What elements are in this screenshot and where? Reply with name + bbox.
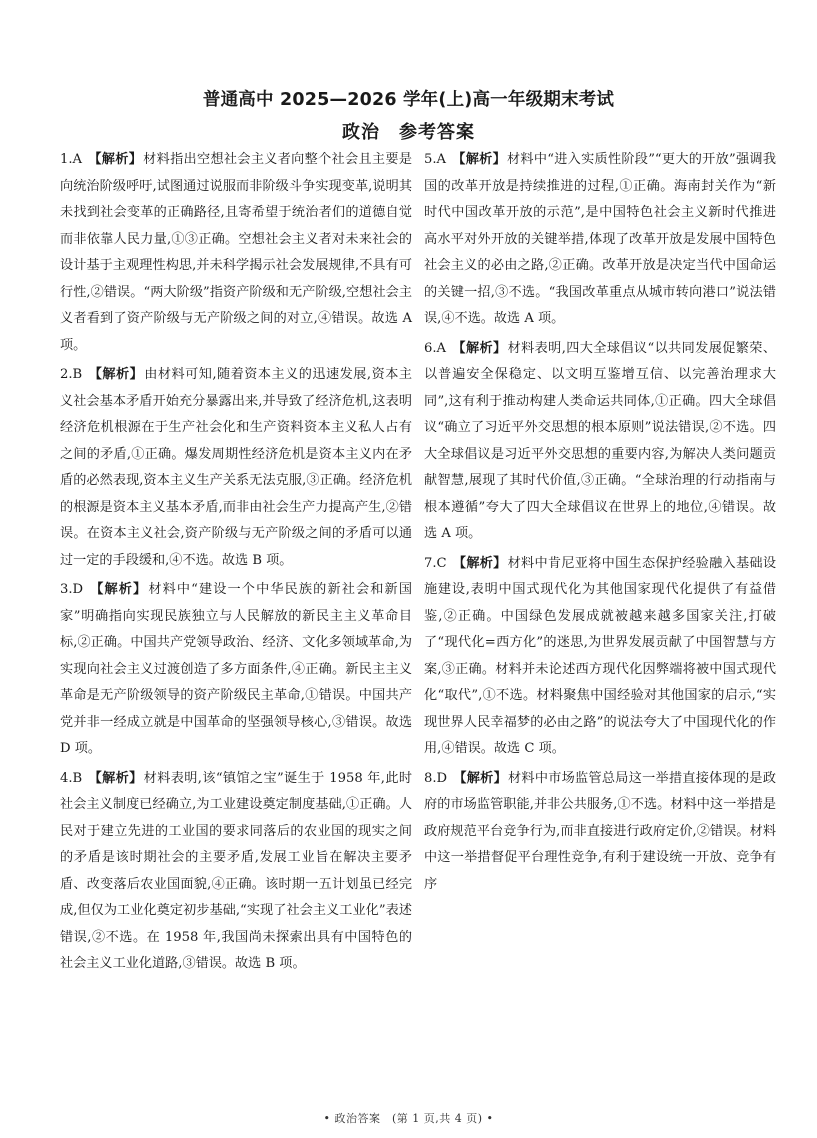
answer-number: 7.C [424, 555, 447, 571]
answer-item-3 [60, 577, 412, 763]
answer-item-2 [60, 362, 412, 574]
answer-text: 材料中市场监管总局这一举措直接体现的是政府的市场监管职能,并非公共服务,①不选。材料中这一举措是政府规范平台竞争行为,而非直接进行政府定价,②错误。材料中这一举措督促平台理性竞争,有利于建设统一开放、竞争有序 [424, 770, 776, 892]
answer-text: 材料表明,四大全球倡议“以共同发展促繁荣、以普遍安全保稳定、以文明互鉴增互信、以完善治理求大同”,这有利于推动构建人类命运共同体,①正确。四大全球倡议“确立了习近平外交思想的根本原则”说法错误,②不选。四大全球倡议是习近平外交思想的重要内容,为解决人类问题贡献智慧,展现了其时代价值,③正确。“全球治理的行动指南与根本遵循”夸大了四大全球倡议在世界上的地位,④错误。故选 A 项。 [424, 340, 776, 541]
answer-text: 材料表明,该“镇馆之宝”诞生于 1958 年,此时社会主义制度已经确立,为工业建设奠定制度基础,①正确。人民对于建立先进的工业国的要求同落后的农业国的现实之间的矛盾是该时期社会的主要矛盾,发展工业旨在解决主要矛盾、改变落后农业国面貌,④正确。该时期一五计划虽已经完成,但仅为工业化奠定初步基础,“实现了社会主义工业化”表述错误,②不选。在 1958 年,我国尚未探索出具有中国特色的社会主义工业化道路,③错误。故选 B 项。 [60, 770, 412, 971]
answer-number: 6.A [424, 340, 447, 356]
analysis-tag: 【解析】 [88, 367, 144, 382]
answer-item-6 [424, 336, 776, 548]
analysis-tag: 【解析】 [453, 770, 507, 786]
answer-item-5 [424, 147, 776, 333]
answer-text: 材料中“建设一个中华民族的新社会和新国家”明确指向实现民族独立与人民解放的新民主主义革命目标,②正确。中国共产党领导政治、经济、文化多领域革命,为实现向社会主义过渡创造了多方面条件,④正确。新民主主义革命是无产阶级领导的资产阶级民主革命,①错误。中国共产党并非一经成立就是中国革命的坚强领导核心,③错误。故选 D 项。 [60, 582, 412, 756]
answer-number: 3.D [60, 582, 84, 597]
answer-text: 材料中“进入实质性阶段”“更大的开放”强调我国的改革开放是持续推进的过程,①正确。海南封关作为“新时代中国改革开放的示范”,是中国特色社会主义新时代推进高水平对外开放的关键举措,体现了改革开放是发展中国特色社会主义的必由之路,②正确。改革开放是决定当代中国命运的关键一招,③不选。“我国改革重点从城市转向港口”说法错误,④不选。故选 A 项。 [424, 152, 776, 326]
answer-number: 4.B [60, 770, 83, 786]
page-title: 普通高中 2025—2026 学年(上)高一年级期末考试 [202, 90, 615, 110]
answer-text: 材料指出空想社会主义者向整个社会且主要是向统治阶级呼吁,试图通过说服而非阶级斗争实现变革,说明其未找到社会变革的正确路径,且寄希望于统治者们的道德自觉而非依靠人民力量,①③正确。空想社会主义者对未来社会的设计基于主观理性构思,并未科学揭示社会发展规律,不具有可行性,②错误。“两大阶级”指资产阶级和无产阶级,空想社会主义者看到了资产阶级与无产阶级之间的对立,④错误。故选 A 项。 [60, 152, 412, 353]
page-subtitle: 政治 参考答案 [342, 122, 475, 143]
analysis-tag: 【解析】 [452, 152, 506, 167]
right-column [424, 147, 776, 901]
analysis-tag: 【解析】 [89, 582, 148, 597]
analysis-tag: 【解析】 [88, 152, 143, 167]
answer-number: 1.A [60, 152, 83, 167]
answer-item-1 [60, 147, 412, 359]
left-column [60, 147, 412, 981]
analysis-tag: 【解析】 [452, 340, 507, 356]
analysis-tag: 【解析】 [452, 555, 507, 571]
answer-item-7 [424, 551, 776, 763]
analysis-tag: 【解析】 [88, 770, 143, 786]
answer-text: 由材料可知,随着资本主义的迅速发展,资本主义社会基本矛盾开始充分暴露出来,并导致了经济危机,这表明经济危机根源在于生产社会化和生产资料资本主义私人占有之间的矛盾,①正确。爆发周期性经济危机是资本主义内在矛盾的必然表现,资本主义生产关系无法克服,③正确。经济危机的根源是资本主义基本矛盾,而非由社会生产力提高产生,②错误。在资本主义社会,资产阶级与无产阶级之间的矛盾可以通过一定的手段缓和,④不选。故选 B 项。 [60, 367, 412, 568]
answer-text: 材料中肯尼亚将中国生态保护经验融入基础设施建设,表明中国式现代化为其他国家现代化提供了有益借鉴,②正确。中国绿色发展成就被越来越多国家关注,打破了“现代化=西方化”的迷思,为世界发展贡献了中国智慧与方案,③正确。材料并未论述西方现代化因弊端将被中国式现代化“取代”,①不选。材料聚焦中国经验对其他国家的启示,“实现世界人民幸福梦的必由之路”的说法夸大了中国现代化的作用,④错误。故选 C 项。 [424, 555, 776, 756]
answer-item-8 [424, 766, 776, 899]
answer-number: 2.B [60, 367, 83, 382]
answer-item-4 [60, 766, 412, 978]
answer-number: 8.D [424, 770, 448, 786]
page-footer: • 政治答案 (第 1 页,共 4 页) • [323, 1112, 494, 1125]
answer-number: 5.A [424, 152, 447, 167]
